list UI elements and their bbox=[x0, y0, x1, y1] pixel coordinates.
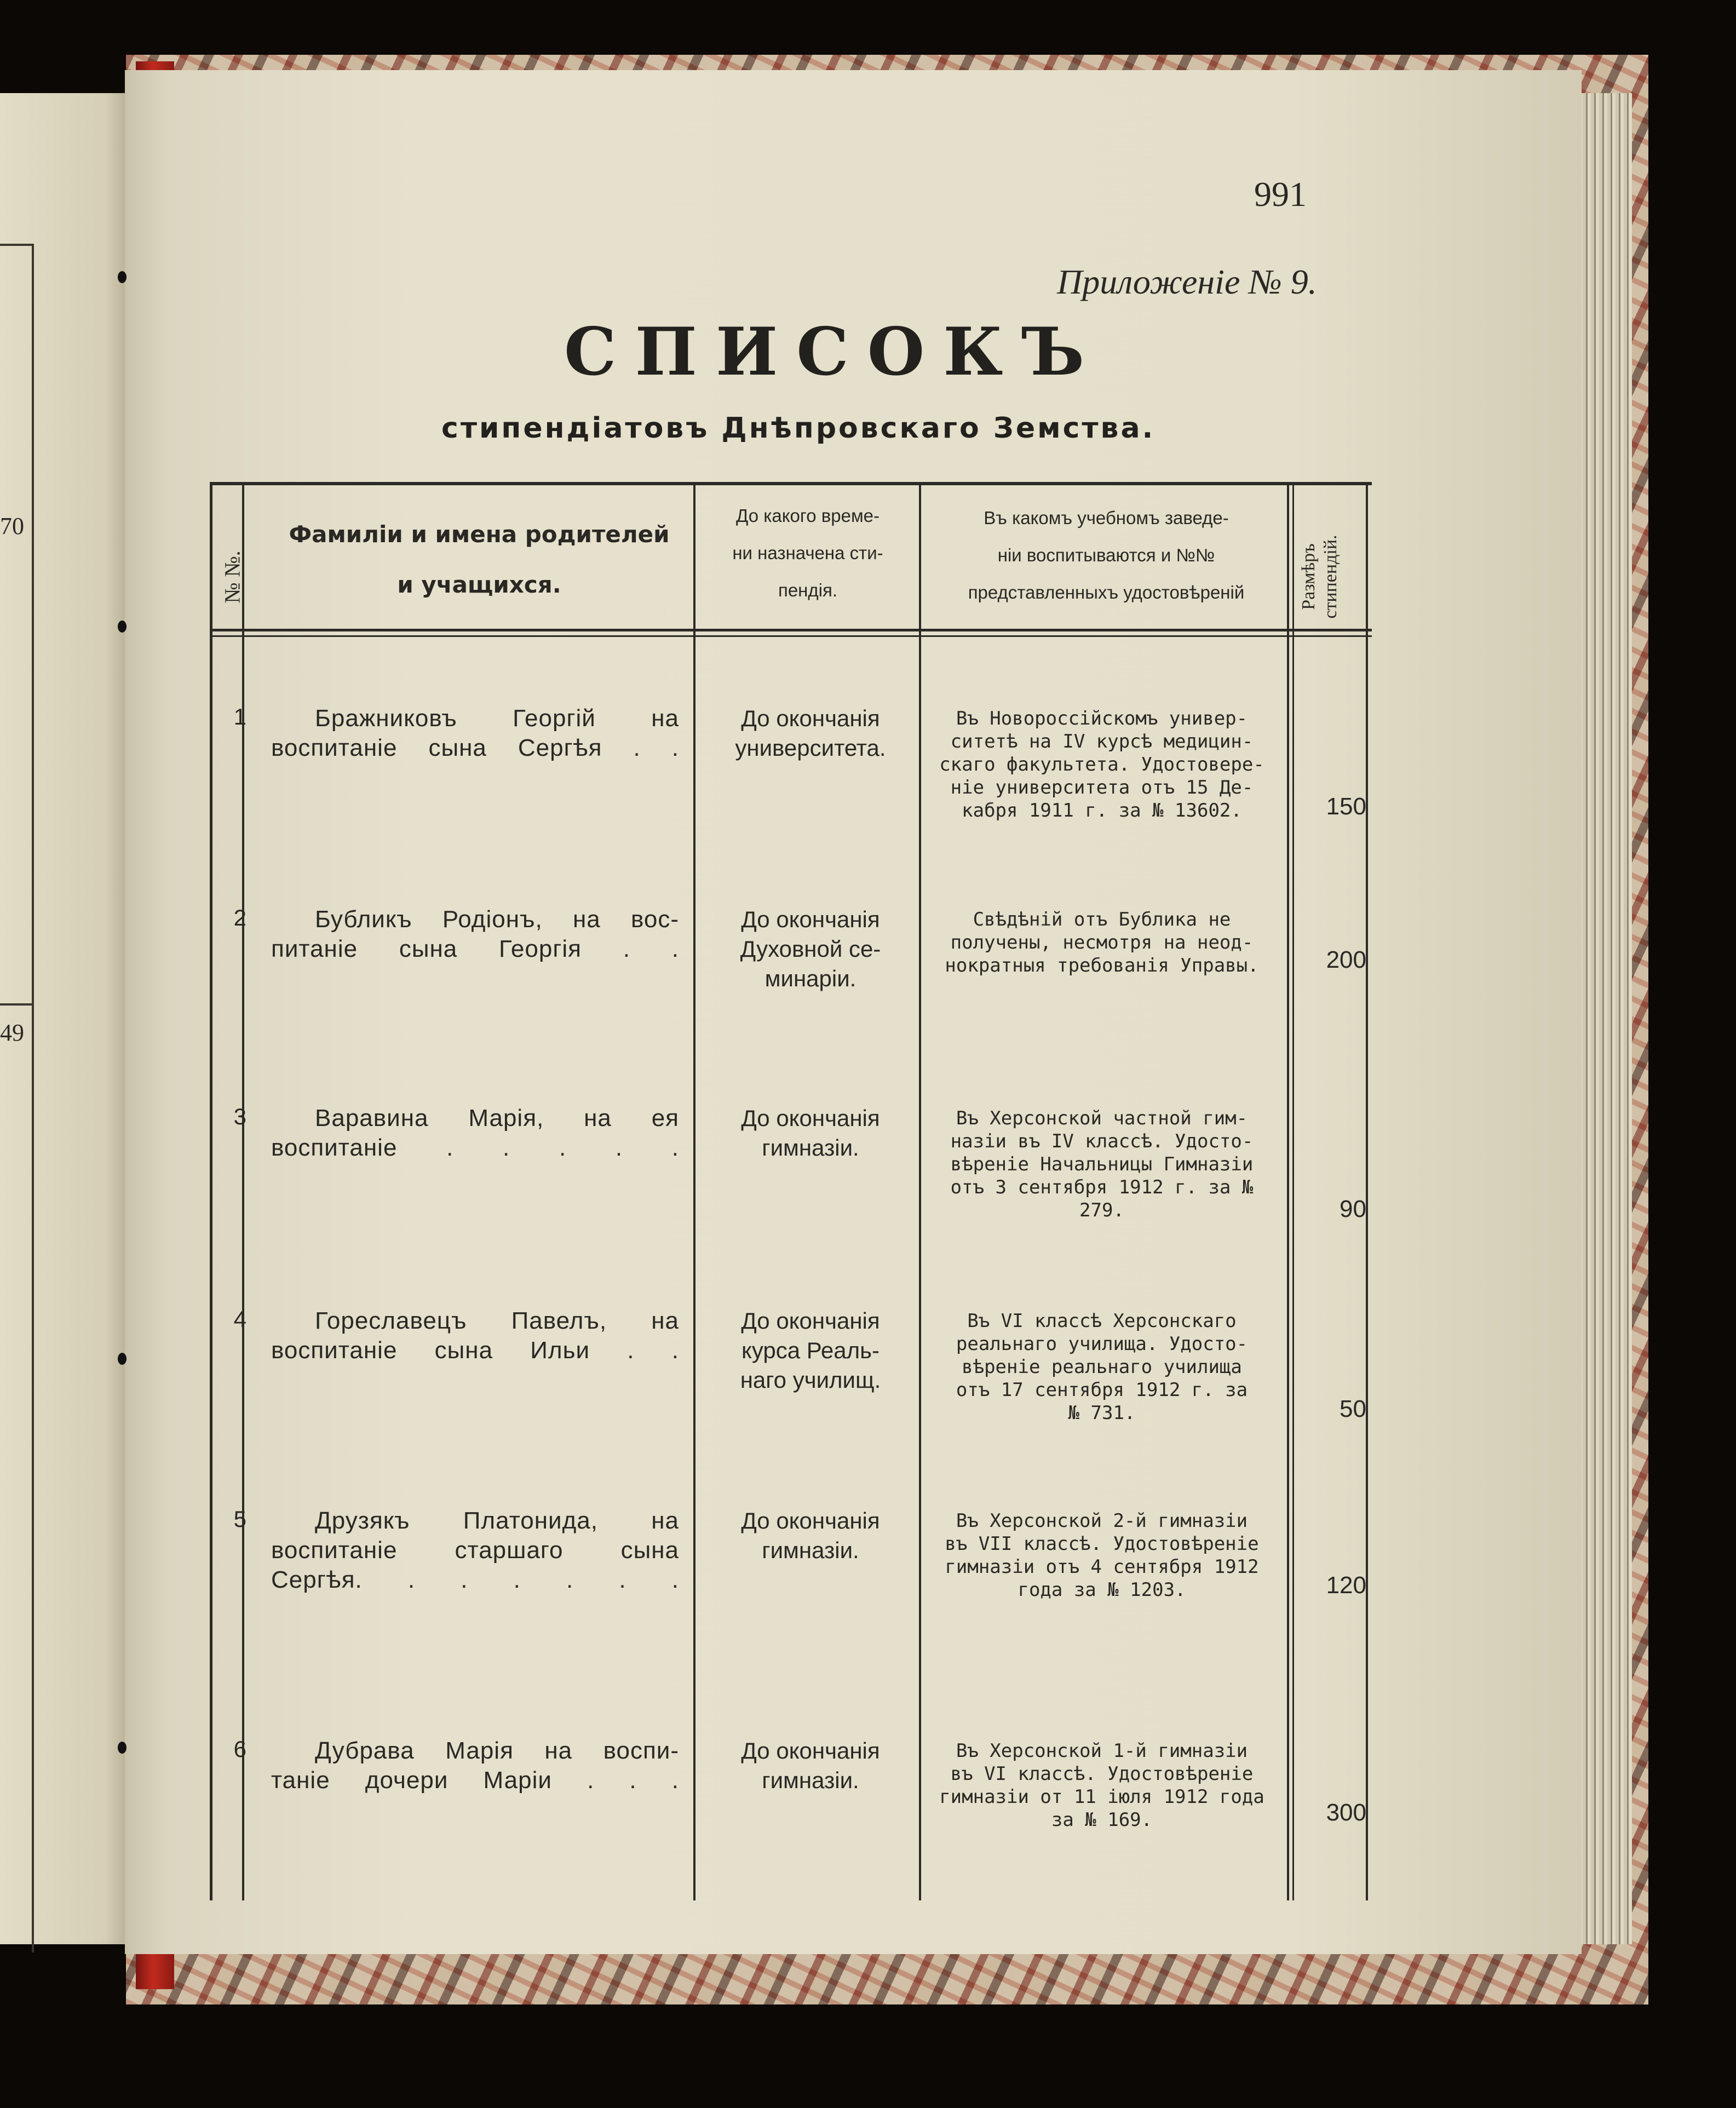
row-until-line: До окончанiя bbox=[741, 705, 880, 731]
binding-rivet bbox=[118, 271, 127, 283]
row-institution-line: отъ 3 сентября 1912 г. за № bbox=[950, 1176, 1254, 1198]
header-until-line: ни назначена сти- bbox=[732, 543, 883, 563]
column-divider bbox=[1292, 482, 1294, 1900]
header-number bbox=[210, 523, 254, 627]
row-institution-line: въ VII классѣ. Удостовѣренiе bbox=[945, 1533, 1259, 1555]
row-institution-line: ситетѣ на IV курсѣ медицин- bbox=[950, 731, 1254, 753]
row-until bbox=[704, 704, 917, 763]
row-number: 1 bbox=[233, 704, 246, 730]
table-left-border bbox=[210, 482, 212, 1900]
header-size-label bbox=[1298, 516, 1342, 637]
row-institution-line: гимназiи от 11 iюля 1912 года bbox=[939, 1786, 1264, 1808]
row-institution bbox=[932, 1107, 1272, 1222]
row-number: 2 bbox=[233, 905, 246, 930]
row-institution-line: года за № 1203. bbox=[1018, 1579, 1186, 1601]
row-name bbox=[271, 1104, 679, 1163]
row-institution-line: скаго факультета. Удостовере- bbox=[939, 754, 1264, 776]
column-divider bbox=[242, 482, 244, 1900]
row-name-line: питанiе сына Георгiя . . bbox=[271, 935, 679, 962]
column-divider bbox=[919, 482, 921, 1900]
binding-rivet bbox=[118, 621, 127, 633]
header-names-line: Фамилiи и имена родителей bbox=[289, 521, 670, 548]
row-institution-line: Въ VI классѣ Херсонскаго bbox=[967, 1310, 1237, 1332]
row-institution-line: № 731. bbox=[1068, 1402, 1136, 1424]
header-until-line: пендiя. bbox=[778, 580, 838, 600]
row-size: 50 bbox=[1340, 1395, 1366, 1422]
row-name-line: воспитанiе . . . . . bbox=[271, 1134, 679, 1161]
row-institution-line: Свѣдѣнiй отъ Бублика не bbox=[973, 909, 1231, 930]
left-page-number: 49 bbox=[0, 1019, 24, 1046]
row-institution-line: гимназiи отъ 4 сентября 1912 bbox=[945, 1556, 1259, 1578]
row-number: 3 bbox=[233, 1104, 246, 1129]
row-until-line: гимназiи. bbox=[762, 1537, 859, 1563]
row-number: 6 bbox=[233, 1736, 246, 1762]
row-name-line: Бубликъ Родiонъ, на вос- bbox=[315, 906, 679, 933]
row-name-line: танiе дочери Марiи . . . bbox=[271, 1767, 679, 1794]
row-until-line: минарiи. bbox=[764, 966, 856, 991]
row-until-line: До окончанiя bbox=[741, 1105, 880, 1131]
row-institution-line: Въ Херсонской 2-й гимназiи bbox=[956, 1510, 1248, 1532]
row-until-line: курса Реаль- bbox=[741, 1337, 880, 1363]
row-until-line: гимназiи. bbox=[762, 1135, 859, 1161]
row-until-line: гимназiи. bbox=[762, 1767, 859, 1793]
row-until bbox=[704, 1306, 917, 1395]
row-institution-line: Въ Херсонской частной гим- bbox=[956, 1107, 1248, 1129]
header-institution-line: представленныхъ удостовѣренiй bbox=[968, 582, 1245, 602]
row-until bbox=[704, 1506, 917, 1565]
table-header-rule bbox=[211, 629, 1372, 631]
row-until-line: До окончанiя bbox=[741, 1738, 880, 1764]
row-institution-line: Въ Херсонской 1-й гимназiи bbox=[956, 1740, 1248, 1762]
row-name-line: воспитанiе сына Ильи . . bbox=[271, 1337, 679, 1364]
row-number: 4 bbox=[233, 1306, 246, 1332]
header-names bbox=[263, 509, 695, 610]
page-number: 991 bbox=[1254, 175, 1307, 214]
row-name bbox=[271, 1306, 679, 1365]
row-name-line: воспитанiе старшаго сына bbox=[271, 1537, 679, 1564]
appendix-label: Приложенiе № 9. bbox=[1057, 262, 1317, 301]
row-size: 120 bbox=[1326, 1572, 1366, 1599]
row-number: 5 bbox=[233, 1506, 246, 1532]
row-until bbox=[704, 1104, 917, 1163]
row-name-line: Сергѣя. . . . . . . bbox=[271, 1566, 679, 1593]
row-until-line: Духовной се- bbox=[740, 936, 881, 962]
header-until-line: До какого време- bbox=[735, 506, 880, 526]
page-title: СПИСОКЪ bbox=[564, 313, 1103, 390]
row-until bbox=[704, 905, 917, 993]
table-right-border bbox=[1366, 482, 1368, 1900]
left-page-rule bbox=[32, 244, 34, 1952]
row-institution-line: реальнаго училища. Удосто- bbox=[956, 1333, 1248, 1355]
row-institution bbox=[932, 1309, 1272, 1425]
row-until-line: университета. bbox=[735, 735, 886, 761]
header-institution bbox=[923, 499, 1290, 611]
header-until bbox=[698, 497, 917, 609]
page-subtitle: стипендiатовъ Днѣпровскаго Земства. bbox=[441, 412, 1156, 445]
row-name-line: Дубрава Марiя на воспи- bbox=[315, 1737, 679, 1764]
row-institution-line: нократныя требованiя Управы. bbox=[945, 955, 1259, 977]
row-institution-line: 279. bbox=[1079, 1199, 1124, 1221]
column-divider bbox=[693, 482, 695, 1900]
row-institution-line: за № 169. bbox=[1051, 1809, 1153, 1831]
row-name bbox=[271, 1736, 679, 1795]
row-institution-line: вѣренiе реальнаго училища bbox=[962, 1356, 1242, 1378]
row-until-line: наго училищ. bbox=[740, 1367, 881, 1393]
row-size: 150 bbox=[1326, 793, 1366, 820]
row-institution bbox=[932, 908, 1272, 977]
row-institution-line: отъ 17 сентября 1912 г. за bbox=[956, 1379, 1248, 1401]
row-institution-line: нiе университета отъ 15 Де- bbox=[950, 777, 1254, 799]
row-institution-line: кабря 1911 г. за № 13602. bbox=[962, 800, 1242, 822]
row-size: 200 bbox=[1326, 946, 1366, 973]
row-institution-line: вѣренiе Начальницы Гимназiи bbox=[950, 1153, 1254, 1175]
row-until bbox=[704, 1736, 917, 1795]
row-institution bbox=[932, 707, 1272, 822]
row-name-line: Гореславецъ Павелъ, на bbox=[315, 1307, 679, 1334]
left-page-hrule bbox=[0, 1003, 34, 1006]
header-institution-line: Въ какомъ учебномъ заведе- bbox=[984, 508, 1229, 528]
table-header-rule bbox=[211, 635, 1372, 637]
row-institution bbox=[932, 1739, 1272, 1831]
row-until-line: До окончанiя bbox=[741, 906, 880, 932]
row-institution-line: назiи въ IV классѣ. Удосто- bbox=[950, 1130, 1254, 1152]
row-name-line: воспитанiе сына Сергѣя . . bbox=[271, 734, 679, 761]
left-page bbox=[0, 93, 131, 1944]
binding-rivet bbox=[118, 1742, 127, 1754]
row-until-line: До окончанiя bbox=[741, 1308, 880, 1334]
row-institution-line: получены, несмотря на неод- bbox=[950, 932, 1254, 954]
binding-rivet bbox=[118, 1353, 127, 1365]
row-institution-line: Въ Новороссiйскомъ универ- bbox=[956, 708, 1248, 730]
row-size: 90 bbox=[1340, 1196, 1366, 1222]
table-top-rule bbox=[211, 482, 1372, 485]
row-name-line: Бражниковъ Георгiй на bbox=[315, 705, 679, 732]
header-size bbox=[1292, 523, 1350, 627]
row-institution-line: въ VI классѣ. Удостовѣренiе bbox=[950, 1763, 1254, 1785]
header-institution-line: нiи воспитываются и №№ bbox=[997, 545, 1215, 565]
row-name bbox=[271, 704, 679, 763]
row-name bbox=[271, 905, 679, 964]
left-page-hrule bbox=[0, 244, 34, 246]
row-name-line: Друзякъ Платонида, на bbox=[315, 1507, 679, 1534]
row-institution bbox=[932, 1509, 1272, 1601]
row-until-line: До окончанiя bbox=[741, 1508, 880, 1533]
row-size: 300 bbox=[1326, 1799, 1366, 1826]
header-names-line: и учащихся. bbox=[397, 571, 561, 598]
header-size-line: Размѣръ bbox=[1298, 543, 1319, 610]
header-size-line: стипендiй. bbox=[1320, 535, 1341, 619]
column-divider bbox=[1287, 482, 1289, 1900]
header-number-label: № №. bbox=[220, 550, 245, 604]
row-name bbox=[271, 1506, 679, 1595]
row-name-line: Варавина Марiя, на ея bbox=[315, 1105, 679, 1131]
left-page-number: 70 bbox=[0, 513, 24, 539]
